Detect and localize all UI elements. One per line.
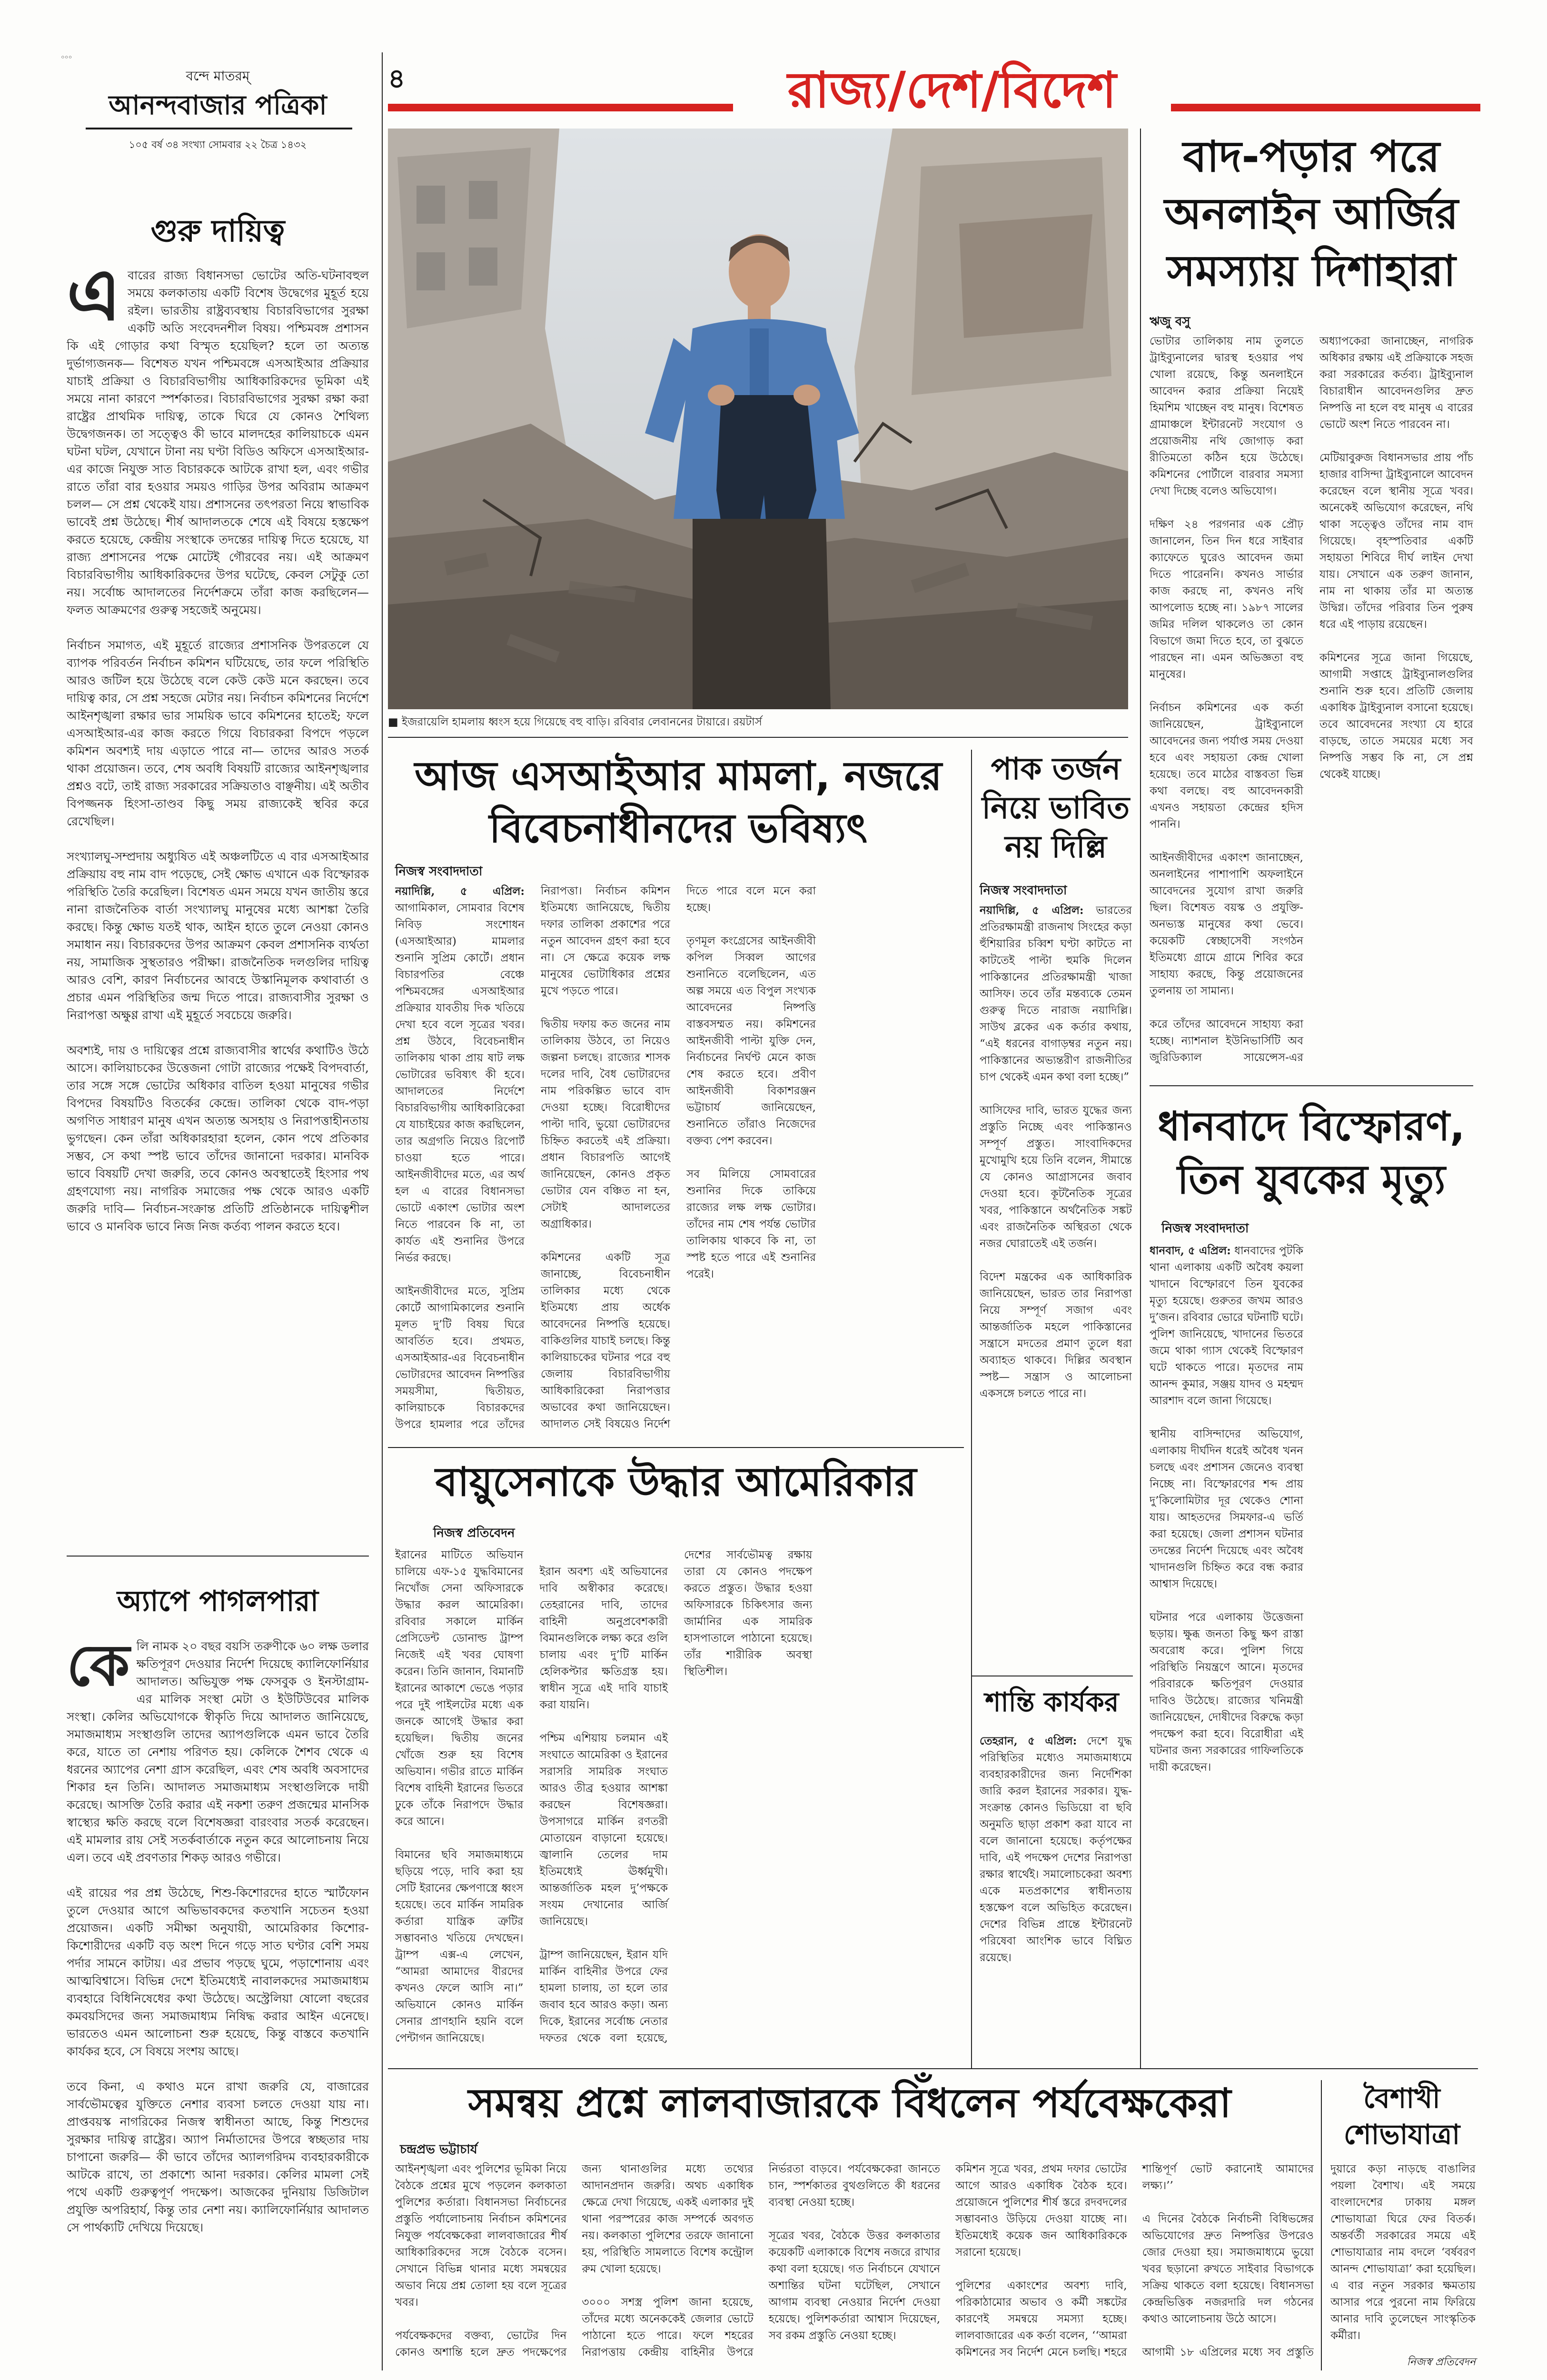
header-red-bar-right: [1171, 104, 1480, 111]
corner-tag: ০০০: [61, 54, 72, 60]
shanti-headline: শান্তি কার্যকর: [985, 1687, 1119, 1718]
right-story-rule: [1140, 129, 1141, 1323]
dhanbad-text: ধানবাদের পুটকি থানা এলাকায় একটি অবৈধ কয়লা খাদানে বিস্ফোরণে তিন যুবকের মৃত্যু হয়েছে। গুরুতর জখম আরও দু’জন। রবিবার ভোরে ঘটনাটি ঘটে। পুলিশ জানিয়েছে, খাদানের ভিতরে জমে থাকা গ্যাস থেকেই বিস্ফোরণ ঘটে থাকতে পারে। মৃতদের নাম আনন্দ কুমার, সঞ্জয় যাদব ও মহম্মদ আরশাদ বলে জানা গিয়েছে। স্থানীয় বাসিন্দাদের অভিযোগ, এলাকায় দীর্ঘদিন ধরেই অবৈধ খনন চলছে এবং প্রশাসন জেনেও ব্যবস্থা নিচ্ছে না। বিস্ফোরণের শব্দ প্রায় দু’কিলোমিটার দূর থেকেও শোনা যায়। আহতদের সিমফার-এ ভর্তি করা হয়েছে। জেলা প্রশাসন ঘটনার তদন্তের নির্দেশ দিয়েছে এবং অবৈধ খাদানগুলি চিহ্নিত করে বন্ধ করার আশ্বাস দিয়েছে। ঘটনার পরে এলাকায় উত্তেজনা ছড়ায়। ক্ষুব্ধ জনতা কিছু ক্ষণ রাস্তা অবরোধ করে। পুলিশ গিয়ে পরিস্থিতি নিয়ন্ত্রণে আনে। মৃতদের পরিবারকে ক্ষতিপূরণ দেওয়ার দাবিও উঠেছে। রাজ্যের খনিমন্ত্রী জানিয়েছেন, দোষীদের বিরুদ্ধে কড়া পদক্ষেপ করা হবে। বিরোধীরা এই ঘটনার জন্য সরকারের গাফিলতিকে দায়ী করেছেন।: [1150, 1245, 1303, 1774]
dhanbad-left-rule: [1140, 1323, 1141, 2068]
baishakhi-credit: নিজস্ব প্রতিবেদন: [1407, 2356, 1476, 2368]
editorial2-body: [67, 1637, 369, 2366]
masthead-issue-line: ১০৫ বর্ষ ৩৪ সংখ্যা সোমবার ২২ চৈত্র ১৪৩২: [129, 139, 307, 150]
masthead-name: আনন্দবাজার পত্রিকা: [109, 89, 327, 121]
lalbazar-body: আইনশৃঙ্খলা এবং পুলিশের ভূমিকা নিয়ে বৈঠকে প্রশ্নের মুখে পড়লেন কলকাতা পুলিশের কর্তারা। বিধানসভা নির্বাচনের প্রস্তুতি পর্যালোচনায় নির্বাচন কমিশনের নিযুক্ত পর্যবেক্ষকেরা লালবাজারের শীর্ষ আধিকারিকদের সঙ্গে বৈঠকে বসেন। সেখানে বিভিন্ন থানার মধ্যে সমন্বয়ের অভাব নিয়ে প্রশ্ন তোলা হয় বলে সূত্রের খবর। পর্যবেক্ষকদের বক্তব্য, ভোটের দিন কোনও অশান্তি হলে দ্রুত পদক্ষেপের জন্য থানাগুলির মধ্যে তথ্যের আদানপ্রদান জরুরি। অথচ একাধিক ক্ষেত্রে দেখা গিয়েছে, একই এলাকার দুই থানা পরস্পরের কাজ সম্পর্কে অবগত নয়। কলকাতা পুলিশের তরফে জানানো হয়, পরিস্থিতি সামলাতে বিশেষ কন্ট্রোল রুম খোলা হয়েছে। ৩০০০ সশস্ত্র পুলিশ জানা হয়েছে, তাঁদের মধ্যে অনেককেই জেলার ভোটে পাঠানো হতে পারে। ফলে শহরের নিরাপত্তায় কেন্দ্রীয় বাহিনীর উপরে নির্ভরতা বাড়বে। পর্যবেক্ষকেরা জানতে চান, স্পর্শকাতর বুথগুলিতে কী ধরনের ব্যবস্থা নেওয়া হচ্ছে। সূত্রের খবর, বৈঠকে উত্তর কলকাতার কয়েকটি এলাকাকে বিশেষ নজরে রাখার কথা বলা হয়েছে। গত নির্বাচনে যেখানে অশান্তির ঘটনা ঘটেছিল, সেখানে আগাম ব্যবস্থা নেওয়ার নির্দেশ দেওয়া হয়েছে। পুলিশকর্তারা আশ্বাস দিয়েছেন, সব রকম প্রস্তুতি নেওয়া হচ্ছে। কমিশন সূত্রে খবর, প্রথম দফার ভোটের আগে আরও একাধিক বৈঠক হবে। প্রয়োজনে পুলিশের শীর্ষ স্তরে রদবদলের সম্ভাবনাও উড়িয়ে দেওয়া যাচ্ছে না। ইতিমধ্যেই কয়েক জন আধিকারিককে সরানো হয়েছে। পুলিশের একাংশের অবশ্য দাবি, পরিকাঠামোর অভাব ও কর্মী সঙ্কটের কারণেই সমন্বয়ে সমস্যা হচ্ছে। লালবাজারের এক কর্তা বলেন, ‘‘আমরা কমিশনের সব নির্দেশ মেনে চলছি। শহরে শান্তিপূর্ণ ভোট করানোই আমাদের লক্ষ্য।’’ এ দিনের বৈঠকে নির্বাচনী বিধিভঙ্গের অভিযোগের দ্রুত নিষ্পত্তির উপরেও জোর দেওয়া হয়। সমাজমাধ্যমে ভুয়ো খবর ছড়ানো রুখতে সাইবার বিভাগকে সক্রিয় থাকতে বলা হয়েছে। বিধানসভা কেন্দ্রভিত্তিক নজরদারি দল গঠনের কথাও আলোচনায় উঠে আসে। আগামী ১৮ এপ্রিলের মধ্যে সব প্রস্তুতি: [395, 2163, 1314, 2359]
left-column-rule: [382, 52, 383, 2370]
editorial-divider: [67, 1556, 369, 1557]
lalbazar-byline: চন্দ্রপ্রভ ভট্টাচার্য: [400, 2142, 477, 2157]
pak-headline: পাক তর্জন নিয়ে ভাবিত নয় দিল্লি: [982, 752, 1130, 865]
editorial-dropcap: এ: [67, 267, 121, 337]
shanti-dateline: তেহরান, ৫ এপ্রিল:: [980, 1735, 1077, 1747]
dhanbad-body: [1150, 1242, 1473, 2061]
pak-left-rule: [971, 750, 972, 1464]
baishakhi-left-rule: [1321, 2080, 1322, 2370]
editorial2-text: লি নামক ২০ বছর বয়সি তরুণীকে ৬০ লক্ষ ডলার ক্ষতিপূরণ দেওয়ার নির্দেশ দিয়েছে ক্যালিফোর্নিয়ার আদালত। অভিযুক্ত পক্ষ ফেসবুক ও ইনস্টাগ্রাম-এর মালিক সংস্থা মেটা ও ইউটিউবের মালিক সংস্থা। কেলির অভিযোগকে স্বীকৃতি দিয়ে আদালত জানিয়েছে, সমাজমাধ্যম সংস্থাগুলি তাদের অ্যাপগুলিকে এমন ভাবে তৈরি করে, যাতে তা নেশায় পরিণত হয়। কেলিকে শৈশব থেকে এ ধরনের অ্যাপের নেশা গ্রাস করেছিল, এবং শেষ অবধি অবসাদের শিকার হন তিনি। আদালত সমাজমাধ্যম সংস্থাগুলিকে দায়ী করেছে। আসক্তি তৈরি করার এই নকশা তরুণ প্রজন্মের মানসিক স্বাস্থ্যের ক্ষতি করছে বলে বিশেষজ্ঞরা বারংবার সতর্ক করেছেন। এই মামলার রায় সেই সতর্কবার্তাকে নতুন করে আলোচনায় নিয়ে এল। তবে এই প্রবণতার শিকড় আরও গভীরে। এই রায়ের পর প্রশ্ন উঠেছে, শিশু-কিশোরদের হাতে স্মার্টফোন তুলে দেওয়ার আগে অভিভাবকদের কতখানি সচেতন হওয়া প্রয়োজন। একটি সমীক্ষা অনুযায়ী, আমেরিকার কিশোর-কিশোরীদের একটি বড় অংশ দিনে গড়ে সাত ঘণ্টার বেশি সময় পর্দার সামনে কাটায়। এর প্রভাব পড়ছে ঘুমে, পড়াশোনায় এবং আত্মবিশ্বাসে। বিভিন্ন দেশে ইতিমধ্যেই নাবালকদের সমাজমাধ্যম ব্যবহারে বিধিনিষেধের কথা উঠেছে। অস্ট্রেলিয়া ষোলো বছরের কমবয়সিদের জন্য সমাজমাধ্যম নিষিদ্ধ করার আইন এনেছে। ভারতেও এমন আলোচনা শুরু হয়েছে, কিন্তু বাস্তবে কতখানি কার্যকর হবে, সে বিষয়ে সংশয় আছে। তবে কিনা, এ কথাও মনে রাখা জরুরি যে, বাজারের সার্বভৌমত্বের যুক্তিতে নেশার ব্যবসা চলতে দেওয়া যায় না। প্রাপ্তবয়স্ক নাগরিকের নিজস্ব স্বাধীনতা আছে, কিন্তু শিশুদের সুরক্ষার দায়িত্ব রাষ্ট্রের। অ্যাপ নির্মাতাদের উপরে স্বচ্ছতার দায় চাপানো জরুরি— কী ভাবে তাঁদের অ্যালগরিদম ব্যবহারকারীকে আটকে রাখে, তা প্রকাশ্যে আনা দরকার। কেলির মামলা সেই পথে একটি গুরুত্বপূর্ণ পদক্ষেপ। আজকের দুনিয়ায় ডিজিটাল প্রযুক্তি অপরিহার্য, কিন্তু তার নেশা নয়। ক্যালিফোর্নিয়ার আদালত সে পার্থক্যটি দেখিয়ে দিয়েছে।: [67, 1639, 369, 2234]
rubble-photo-illustration: [388, 129, 1128, 709]
sir-byline: নিজস্ব সংবাদদাতা: [395, 864, 483, 879]
header-red-bar-left: [388, 104, 733, 111]
dhanbad-dateline: ধানবাদ, ৫ এপ্রিল:: [1150, 1244, 1231, 1257]
sir-dateline: নয়াদিল্লি, ৫ এপ্রিল:: [395, 885, 525, 898]
shanti-text: দেশে যুদ্ধ পরিস্থিতির মধ্যেও সমাজমাধ্যমে ব্যবহারকারীদের জন্য নির্দেশিকা জারি করল ইরানের সরকার। যুদ্ধ-সংক্রান্ত কোনও ভিডিয়ো বা ছবি অনুমতি ছাড়া প্রকাশ করা যাবে না বলে জানানো হয়েছে। কর্তৃপক্ষের দাবি, এই পদক্ষেপ দেশের নিরাপত্তা রক্ষার স্বার্থেই। সমালোচকেরা অবশ্য একে মতপ্রকাশের স্বাধীনতায় হস্তক্ষেপ বলে অভিহিত করেছেন। দেশের বিভিন্ন প্রান্তে ইন্টারনেট পরিষেবা আংশিক ভাবে বিঘ্নিত রয়েছে।: [980, 1735, 1132, 1964]
rubble-photo: [388, 129, 1128, 709]
masthead-rule: [86, 128, 352, 129]
editorial-body: [67, 267, 369, 1547]
online-headline: বাদ-পড়ার পরে অনলাইন আর্জির সমস্যায় দিশাহারা: [1164, 132, 1458, 296]
sir-text: আগামিকাল, সোমবার বিশেষ নিবিড় সংশোধন (এসআইআর) মামলার শুনানি সুপ্রিম কোর্টে। প্রধান বিচারপতির বেঞ্চে পশ্চিমবঙ্গের এসআইআর প্রক্রিয়ার যাবতীয় দিক খতিয়ে দেখা হবে বলে সূত্রের খবর। প্রশ্ন উঠবে, বিবেচনাধীন তালিকায় থাকা প্রায় ষাট লক্ষ ভোটারের ভবিষ্যৎ কী হবে। আদালতের নির্দেশে বিচারবিভাগীয় আধিকারিকেরা যে যাচাইয়ের কাজ করছিলেন, তার অগ্রগতি নিয়েও রিপোর্ট চাওয়া হতে পারে। আইনজীবীদের মতে, এর অর্থ হল এ বারের বিধানসভা ভোটে একাংশ ভোটার অংশ নিতে পারবেন কি না, তা কার্যত এই শুনানির উপরে নির্ভর করছে। আইনজীবীদের মতে, সুপ্রিম কোর্টে আগামিকালের শুনানি মূলত দু’টি বিষয় ঘিরে আবর্তিত হবে। প্রথমত, এসআইআর-এর বিবেচনাধীন ভোটারদের আবেদন নিষ্পত্তির সময়সীমা, দ্বিতীয়ত, কালিয়াচকে বিচারকদের উপরে হামলার পরে তাঁদের নিরাপত্তা। নির্বাচন কমিশন ইতিমধ্যে জানিয়েছে, দ্বিতীয় দফার তালিকা প্রকাশের পরে নতুন আবেদন গ্রহণ করা হবে না। সে ক্ষেত্রে কয়েক লক্ষ মানুষের ভোটাধিকার প্রশ্নের মুখে পড়তে পারে। দ্বিতীয় দফায় কত জনের নাম তালিকায় উঠবে, তা নিয়েও জল্পনা চলছে। রাজ্যের শাসক দলের দাবি, বৈধ ভোটারদের নাম পরিকল্পিত ভাবে বাদ দেওয়া হচ্ছে। বিরোধীদের পাল্টা দাবি, ভুয়ো ভোটারদের চিহ্নিত করতেই এই প্রক্রিয়া। প্রধান বিচারপতি আগেই জানিয়েছেন, কোনও প্রকৃত ভোটার যেন বঞ্চিত না হন, সেটাই আদালতের অগ্রাধিকার। কমিশনের একটি সূত্র জানাচ্ছে, বিবেচনাধীন তালিকার মধ্যে থেকে ইতিমধ্যে প্রায় অর্ধেক আবেদনের নিষ্পত্তি হয়েছে। বাকিগুলির যাচাই চলছে। কিন্তু কালিয়াচকের ঘটনার পরে বহু জেলায় বিচারবিভাগীয় আধিকারিকেরা নিরাপত্তার অভাবের কথা জানিয়েছেন। আদালত সেই বিষয়েও নির্দেশ দিতে পারে বলে মনে করা হচ্ছে। তৃণমূল কংগ্রেসের আইনজীবী কপিল সিব্বল আগের শুনানিতে বলেছিলেন, এত অল্প সময়ে এত বিপুল সংখ্যক আবেদনের নিষ্পত্তি বাস্তবসম্মত নয়। কমিশনের আইনজীবী পাল্টা যুক্তি দেন, নির্বাচনের নির্ঘণ্ট মেনে কাজ শেষ করতে হবে। প্রবীণ আইনজীবী বিকাশরঞ্জন ভট্টাচার্য জানিয়েছেন, শুনানিতে তাঁরাও নিজেদের বক্তব্য পেশ করবেন। সব মিলিয়ে সোমবারের শুনানির দিকে তাকিয়ে রাজ্যের লক্ষ লক্ষ ভোটার। তাঁদের নাম শেষ পর্যন্ত ভোটার তালিকায় থাকবে কি না, তা স্পষ্ট হতে পারে এই শুনানির পরেই।: [395, 885, 816, 1431]
baishakhi-body: দুয়ারে কড়া নাড়ছে বাঙালির পয়লা বৈশাখ। এই সময়ে বাংলাদেশের ঢাকায় মঙ্গল শোভাযাত্রা ঘিরে ফের বিতর্ক। অন্তর্বর্তী সরকারের সময়ে এই শোভাযাত্রার নাম বদলে ‘বর্ষবরণ আনন্দ শোভাযাত্রা’ করা হয়েছিল। এ বার নতুন সরকার ক্ষমতায় আসার পরে পুরনো নাম ফিরিয়ে আনার দাবি তুলেছেন সাংস্কৃতিক কর্মীরা।: [1330, 2163, 1476, 2342]
pak-dateline: নয়াদিল্লি, ৫ এপ্রিল:: [980, 904, 1084, 917]
online-body: ভোটার তালিকায় নাম তুলতে ট্রাইব্যুনালের দ্বারস্থ হওয়ার পথ খোলা রয়েছে, কিন্তু অনলাইনে আবেদন করার প্রক্রিয়া নিয়েই হিমশিম খাচ্ছেন বহু মানুষ। বিশেষত গ্রামাঞ্চলে ইন্টারনেট সংযোগ ও প্রয়োজনীয় নথি জোগাড় করা রীতিমতো কঠিন হয়ে উঠেছে। কমিশনের পোর্টালে বারবার সমস্যা দেখা দিচ্ছে বলেও অভিযোগ। দক্ষিণ ২৪ পরগনার এক প্রৌঢ় জানালেন, তিন দিন ধরে সাইবার ক্যাফেতে ঘুরেও আবেদন জমা দিতে পারেননি। কখনও সার্ভার কাজ করছে না, কখনও নথি আপলোড হচ্ছে না। ১৯৮৭ সালের জমির দলিল থাকলেও তা কোন বিভাগে জমা দিতে হবে, তা বুঝতে পারছেন না। এমন অভিজ্ঞতা বহু মানুষের। নির্বাচন কমিশনের এক কর্তা জানিয়েছেন, ট্রাইব্যুনালে আবেদনের জন্য পর্যাপ্ত সময় দেওয়া হবে এবং সহায়তা কেন্দ্র খোলা হয়েছে। তবে মাঠের বাস্তবতা ভিন্ন কথা বলছে। বহু আবেদনকারী এখনও সহায়তা কেন্দ্রের হদিস পাননি। আইনজীবীদের একাংশ জানাচ্ছেন, অনলাইনের পাশাপাশি অফলাইনে আবেদনের সুযোগ রাখা জরুরি ছিল। বিশেষত বয়স্ক ও প্রযুক্তি-অনভ্যস্ত মানুষের কথা ভেবে। কয়েকটি স্বেচ্ছাসেবী সংগঠন ইতিমধ্যে গ্রামে গ্রামে শিবির করে সাহায্য করছে, কিন্তু প্রয়োজনের তুলনায় তা সামান্য। করে তাঁদের আবেদনে সাহায্য করা হচ্ছে। ন্যাশনাল ইউনিভার্সিটি অব জুরিডিক্যাল সায়েন্সেস-এর অধ্যাপকেরা জানাচ্ছেন, নাগরিক অধিকার রক্ষায় এই প্রক্রিয়াকে সহজ করা সরকারের কর্তব্য। ট্রাইব্যুনাল বিচারাধীন আবেদনগুলির দ্রুত নিষ্পত্তি না হলে বহু মানুষ এ বারের ভোটে অংশ নিতে পারবেন না। মেটিয়াবুরুজ বিধানসভার প্রায় পাঁচ হাজার বাসিন্দা ট্রাইব্যুনালে আবেদন করেছেন বলে স্থানীয় সূত্রে খবর। অনেকেই অভিযোগ করেছেন, নথি থাকা সত্ত্বেও তাঁদের নাম বাদ গিয়েছে। বৃহস্পতিবার একটি সহায়তা শিবিরে দীর্ঘ লাইন দেখা যায়। সেখানে এক তরুণ জানান, নাম না থাকায় তাঁর মা অত্যন্ত উদ্বিগ্ন। তাঁদের পরিবার তিন পুরুষ ধরে এই পাড়ায় রয়েছেন। কমিশনের সূত্রে জানা গিয়েছে, আগামী সপ্তাহে ট্রাইব্যুনালগুলির শুনানি শুরু হবে। প্রতিটি জেলায় একাধিক ট্রাইব্যুনাল বসানো হয়েছে। তবে আবেদনের সংখ্যা যে হারে বাড়ছে, তাতে সময়ের মধ্যে সব নিষ্পত্তি সম্ভব কি না, সে প্রশ্ন থেকেই যাচ্ছে।: [1150, 335, 1473, 1064]
sir-headline: আজ এসআইআর মামলা, নজরে বিবেচনাধীনদের ভবিষ্যৎ: [415, 753, 942, 852]
shanti-body: [980, 1733, 1132, 2061]
airforce-body: ইরানের মাটিতে অভিযান চালিয়ে এফ-১৫ যুদ্ধবিমানের নিখোঁজ সেনা অফিসারকে উদ্ধার করল আমেরিকা। রবিবার সকালে মার্কিন প্রেসিডেন্ট ডোনাল্ড ট্রাম্প নিজেই এই খবর ঘোষণা করেন। তিনি জানান, বিমানটি ইরানের আকাশে ভেঙে পড়ার পরে দুই পাইলটের মধ্যে এক জনকে আগেই উদ্ধার করা হয়েছিল। দ্বিতীয় জনের খোঁজে শুরু হয় বিশেষ অভিযান। গভীর রাতে মার্কিন বিশেষ বাহিনী ইরানের ভিতরে ঢুকে তাঁকে নিরাপদে উদ্ধার করে আনে। বিমানের ছবি সমাজমাধ্যমে ছড়িয়ে পড়ে, দাবি করা হয় সেটি ইরানের ক্ষেপণাস্ত্রে ধ্বংস হয়েছে। তবে মার্কিন সামরিক কর্তারা যান্ত্রিক ত্রুটির সম্ভাবনাও খতিয়ে দেখছেন। ট্রাম্প এক্স-এ লেখেন, “আমরা আমাদের বীরদের কখনও ফেলে আসি না।” অভিযানে কোনও মার্কিন সেনার প্রাণহানি হয়নি বলে পেন্টাগন জানিয়েছে। ইরান অবশ্য এই অভিযানের দাবি অস্বীকার করেছে। তেহরানের দাবি, তাদের বাহিনী অনুপ্রবেশকারী বিমানগুলিকে লক্ষ্য করে গুলি চালায় এবং দু’টি মার্কিন হেলিকপ্টার ক্ষতিগ্রস্ত হয়। স্বাধীন সূত্রে এই দাবি যাচাই করা যায়নি। পশ্চিম এশিয়ায় চলমান এই সংঘাতে আমেরিকা ও ইরানের সরাসরি সামরিক সংঘাত আরও তীব্র হওয়ার আশঙ্কা করছেন বিশেষজ্ঞরা। উপসাগরে মার্কিন রণতরী মোতায়েন বাড়ানো হয়েছে। জ্বালানি তেলের দাম ইতিমধ্যেই ঊর্ধ্বমুখী। আন্তর্জাতিক মহল দু’পক্ষকে সংযম দেখানোর আর্জি জানিয়েছে। ট্রাম্প জানিয়েছেন, ইরান যদি মার্কিন বাহিনীর উপরে ফের হামলা চালায়, তা হলে তার জবাব হবে আরও কড়া। অন্য দিকে, ইরানের সর্বোচ্চ নেতার দফতর থেকে বলা হয়েছে, দেশের সার্বভৌমত্ব রক্ষায় তারা যে কোনও পদক্ষেপ করতে প্রস্তুত। উদ্ধার হওয়া অফিসারকে চিকিৎসার জন্য জার্মানির এক সামরিক হাসপাতালে পাঠানো হয়েছে। তাঁর শারীরিক অবস্থা স্থিতিশীল।: [395, 1549, 813, 2044]
shanti-left-rule: [971, 1464, 972, 2068]
sir-body: [395, 883, 962, 1435]
lalbazar-headline: সমন্বয় প্রশ্নে লালবাজারকে বিঁধলেন পর্যবেক্ষকেরা: [468, 2080, 1231, 2126]
page-number: ৪: [388, 63, 406, 94]
pak-body: [980, 902, 1132, 1445]
baishakhi-headline: বৈশাখী শোভাযাত্রা: [1343, 2082, 1460, 2151]
masthead-tagline: বন্দে মাতরম্‌: [186, 68, 250, 84]
airforce-headline: বায়ুসেনাকে উদ্ধার আমেরিকার: [435, 1458, 917, 1505]
photo-caption: ■ ইজরায়েলি হামলায় ধ্বংস হয়ে গিয়েছে বহু বাড়ি। রবিবার লেবাননের টায়ারে। রয়টার্স: [388, 716, 762, 728]
editorial2-dropcap: কে: [67, 1637, 130, 1699]
pak-byline: নিজস্ব সংবাদদাতা: [980, 883, 1067, 898]
dhanbad-byline: নিজস্ব সংবাদদাতা: [1161, 1221, 1249, 1236]
sir-top-rule: [388, 737, 1128, 738]
editorial-text: বারের রাজ্য বিধানসভা ভোটের অতি-ঘটনাবহুল সময়ে কলকাতায় একটি বিশেষ উদ্বেগের মুহূর্ত হয়ে রইল। ভারতীয় রাষ্ট্রব্যবস্থায় বিচারবিভাগের সুরক্ষা একটি অতি সংবেদনশীল বিষয়। পশ্চিমবঙ্গ প্রশাসন কি এই গোড়ার কথা বিস্মৃত হয়েছিল? হলে তা অত্যন্ত দুর্ভাগ্যজনক— বিশেষত যখন পশ্চিমবঙ্গে এসআইআর প্রক্রিয়ার যাচাই প্রক্রিয়া ও বিচারবিভাগীয় আধিকারিকদের ভূমিকা এই সময়ে নানা কারণে স্পর্শকাতর। বিচারবিভাগের সুরক্ষা রক্ষা করা রাষ্ট্রের প্রাথমিক দায়িত্ব, তাকে ঘিরে যে কোনও শৈথিল্য উদ্বেগজনক। তা সত্ত্বেও কী ভাবে মালদহের কালিয়াচকে এমন ঘটনা ঘটল, যেখানে টানা নয় ঘণ্টা বিডিও অফিসে এসআইআর-এর কাজে নিযুক্ত সাত বিচারককে আটকে রাখা হল, এবং গভীর রাতে তাঁরা বার হওয়ার সময়ও গাড়ির উপর অবিরাম আক্রমণ চলল— সে প্রশ্ন থেকেই যায়। প্রশাসনের তৎপরতা নিয়ে স্বাভাবিক ভাবেই প্রশ্ন উঠেছে। শীর্ষ আদালতকে শেষে এই বিষয়ে হস্তক্ষেপ করতে হয়েছে, কেন্দ্রীয় সংস্থাকে তদন্তের দায়িত্ব দিতে হয়েছে, যা রাজ্য প্রশাসনের পক্ষে মোটেই গৌরবের নয়। এই আক্রমণ বিচারবিভাগীয় আধিকারিকদের উপর ঘটেছে, কেবল সেটুকু তো নয়। সর্বোচ্চ আদালতের নির্দেশক্রমে তাঁরা কাজ করছিলেন— ফলত আক্রমণের গুরুত্ব সহজেই অনুমেয়। নির্বাচন সমাগত, এই মুহূর্তে রাজ্যের প্রশাসনিক উপরতলে যে ব্যাপক পরিবর্তন নির্বাচন কমিশন ঘটিয়েছে, তার ফলে পরিস্থিতি আরও জটিল হয়ে উঠেছে বলে কেউ কেউ মনে করছেন। তবে দায়িত্ব কার, সে প্রশ্ন সহজে মেটার নয়। নির্বাচন কমিশনের নির্দেশে আইনশৃঙ্খলা রক্ষার ভার সাময়িক ভাবে কমিশনের হাতেই; ফলে এসআইআর-এর কাজ করতে গিয়ে বিচারকরা বিপদে পড়লে কমিশন অবশ্যই দায় এড়াতে পারে না— তাদের আরও সতর্ক থাকা প্রয়োজন। তবে, শেষ অবধি বিষয়টি রাজ্যের আইনশৃঙ্খলার প্রশ্নও বটে, তাই রাজ্য সরকারের সক্রিয়তাও বাঞ্ছনীয়। এই অতীব বিপজ্জনক হিংসা-তাণ্ডব কিছু সময় রাজ্যকেই স্থবির করে রেখেছিল। সংখ্যালঘু-সম্প্রদায় অধ্যুষিত এই অঞ্চলটিতে এ বার এসআইআর প্রক্রিয়ায় বহু নাম বাদ পড়েছে, সেই ক্ষোভ এখানে এক বিস্ফোরক পরিস্থিতি তৈরি করেছিল। বিশেষত এমন সময়ে যখন জাতীয় স্তরে নানা রাজনৈতিক বার্তা সংখ্যালঘু মানুষের মধ্যে আশঙ্কা তৈরি করছে। কিন্তু ক্ষোভ যতই থাক, আইন হাতে তুলে নেওয়া কোনও সমাধান নয়। বিচারকদের উপর আক্রমণ কেবল প্রশাসনিক ব্যর্থতা নয়, সামাজিক সুস্থতারও পরীক্ষা। রাজনৈতিক দলগুলির দায়িত্ব আরও বেশি, কারণ নির্বাচনের আবহে উস্কানিমূলক কথাবার্তা ও প্রচার এমন পরিস্থিতির জন্ম দিতে পারে। রাজ্যবাসীর সুরক্ষা ও নিরাপত্তা অক্ষুণ্ণ রাখা এই মুহূর্তে সবচেয়ে জরুরি। অবশ্যই, দায় ও দায়িত্বের প্রশ্নে রাজ্যবাসীর স্বার্থের কথাটিও উঠে আসে। কালিয়াচকের উত্তেজনা গোটা রাজ্যের পক্ষেই বিপদবার্তা, তার সঙ্গে সঙ্গে ভোটের অধিকার বাতিল হওয়া মানুষের গভীর বিপদের বিষয়টিও বিতর্কের কেন্দ্রে। তালিকা থেকে বাদ-পড়া অগণিত সাধারণ মানুষ এখন অত্যন্ত অসহায় ও নিরাপত্তাহীনতায় ভুগছেন। কেন তাঁরা অধিকারহারা হলেন, কোন পথে প্রতিকার সম্ভব, সে কথা স্পষ্ট ভাবে তাঁদের জানানো দরকার। মানবিক ভাবে বিষয়টি দেখা জরুরি, তবে কোনও অবস্থাতেই হিংসার পথ গ্রহণযোগ্য নয়। নাগরিক সমাজের পক্ষ থেকে আরও একটি জরুরি দাবি— নির্বাচন-সংক্রান্ত প্রতিটি প্রতিষ্ঠানকে দায়িত্বশীল ভাবে ও মানবিক ভাবে নিজ নিজ কর্তব্য পালন করতে হবে।: [67, 268, 369, 1233]
editorial2-title: অ্যাপে পাগলপারা: [117, 1585, 319, 1618]
airforce-top-rule: [388, 1447, 964, 1448]
dhanbad-headline: ধানবাদে বিস্ফোরণ, তিন যুবকের মৃত্যু: [1158, 1103, 1465, 1203]
dhanbad-top-rule: [1150, 1085, 1473, 1086]
pak-text: ভারতের প্রতিরক্ষামন্ত্রী রাজনাথ সিংহের কড়া হুঁশিয়ারির চব্বিশ ঘণ্টা কাটতে না কাটতেই পাল্টা হুমকি দিলেন পাকিস্তানের প্রতিরক্ষামন্ত্রী খাজা আসিফ। তবে তাঁর মন্তব্যকে তেমন গুরুত্ব দিতে নারাজ নয়াদিল্লি। সাউথ ব্লকের এক কর্তার কথায়, “এই ধরনের বাগাড়ম্বর নতুন নয়। পাকিস্তানের অভ্যন্তরীণ রাজনীতির চাপ থেকেই এমন কথা বলা হচ্ছে।” আসিফের দাবি, ভারত যুদ্ধের জন্য প্রস্তুতি নিচ্ছে এবং পাকিস্তানও সম্পূর্ণ প্রস্তুত। সাংবাদিকদের মুখোমুখি হয়ে তিনি বলেন, সীমান্তে যে কোনও আগ্রাসনের জবাব দেওয়া হবে। কূটনৈতিক সূত্রের খবর, পাকিস্তানে অর্থনৈতিক সঙ্কট এবং রাজনৈতিক অস্থিরতা থেকে নজর ঘোরাতেই এই তর্জন। বিদেশ মন্ত্রকের এক আধিকারিক জানিয়েছেন, ভারত তার নিরাপত্তা নিয়ে সম্পূর্ণ সজাগ এবং আন্তর্জাতিক মহলে পাকিস্তানের সন্ত্রাসে মদতের প্রমাণ তুলে ধরা অব্যাহত থাকবে। দিল্লির অবস্থান স্পষ্ট— সন্ত্রাস ও আলোচনা একসঙ্গে চলতে পারে না।: [980, 904, 1132, 1400]
section-title: রাজ্য/দেশ/বিদেশ: [787, 61, 1117, 119]
online-byline: ঋজু বসু: [1150, 315, 1190, 329]
airforce-byline: নিজস্ব প্রতিবেদন: [433, 1526, 515, 1540]
editorial-title: গুরু দায়িত্ব: [150, 214, 285, 249]
lalbazar-top-rule: [388, 2068, 1478, 2069]
